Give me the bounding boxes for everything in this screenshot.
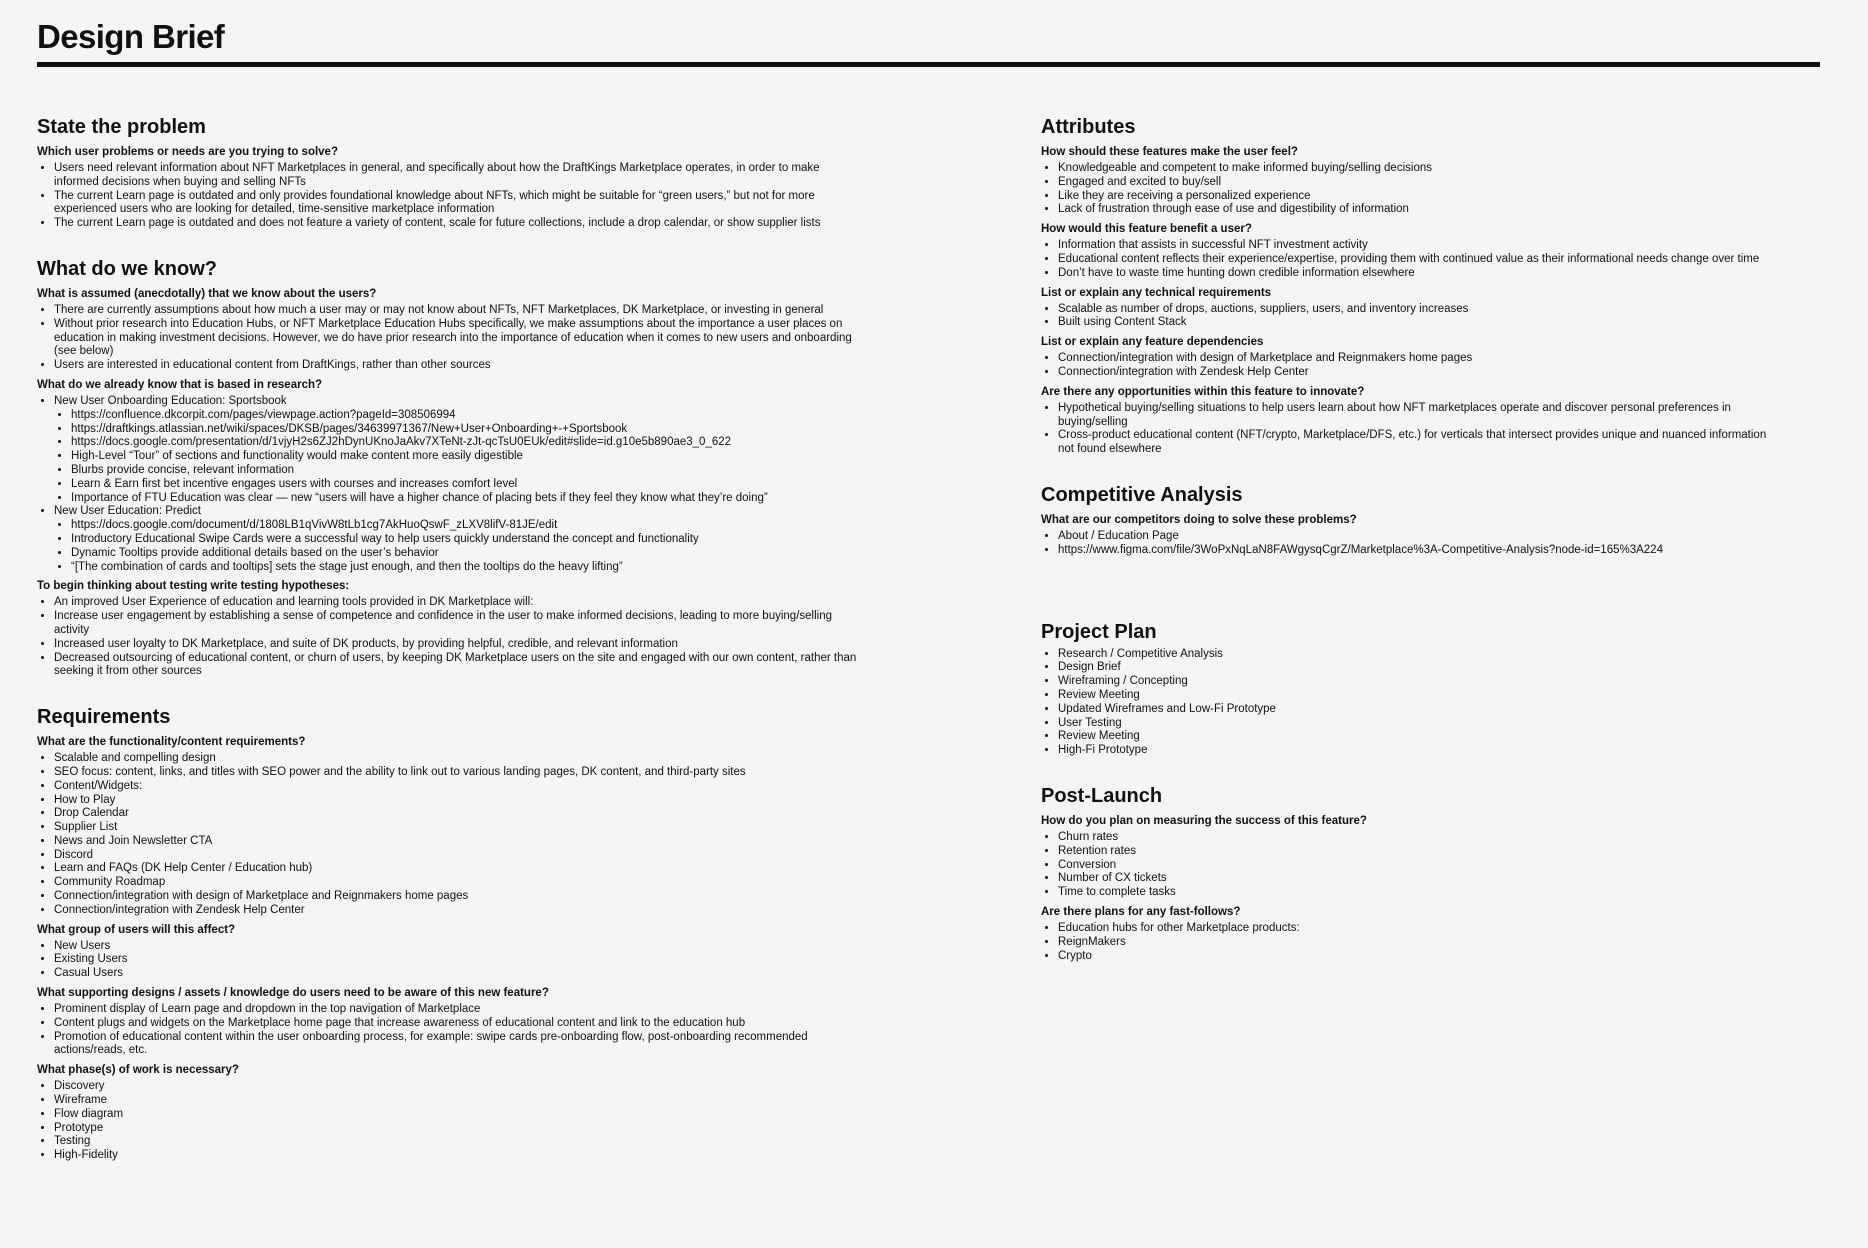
section-what-do-we-know (37, 256, 867, 679)
sub-list-item: • “[The combination of cards and tooltips] sets the stage just enough, and then the tooltips do the heavy lifting” (71, 561, 867, 575)
list-item-text: Review Meeting (1058, 688, 1140, 701)
list-item (54, 1003, 867, 1017)
list-item (1058, 717, 1781, 731)
bullet-list (1041, 239, 1781, 280)
list-item (1058, 845, 1781, 859)
list-item-text: https://www.figma.com/file/3WoPxNqLaN8FAWgysqCgrZ/Marketplace%3A-Competitive-Analysis?node-id=165%3A224 (1058, 543, 1663, 556)
section-post-launch (1041, 783, 1781, 963)
list-item-text: Community Roadmap (54, 876, 166, 889)
list-item-text: Wireframing / Concepting (1058, 675, 1188, 688)
question-label: List or explain any technical requirements (1041, 286, 1272, 299)
list-item-text: Crypto (1058, 949, 1092, 962)
list-item (1058, 922, 1781, 936)
list-item (1058, 936, 1781, 950)
list-item (54, 1108, 867, 1122)
list-item-text: Lack of frustration through ease of use and digestibility of information (1058, 203, 1409, 216)
sub-list-item: • https://docs.google.com/presentation/d/1vjyH2s6ZJ2hDynUKnoJaAkv7XTeNt-zJt-qcTsU0EUk/edit#slide=id.g10e5b890ae3_0_622 (71, 436, 867, 450)
list-item (54, 953, 867, 967)
list-item-text: Decreased outsourcing of educational content, or churn of users, by keeping DK Marketplace users on the site and engaged with our own content, rather than seeking it from other sources (54, 651, 857, 678)
list-item-text: Design Brief (1058, 661, 1121, 674)
list-item-text: About / Education Page (1058, 529, 1179, 542)
bullet-list (1041, 831, 1781, 900)
bullet-list (1041, 303, 1781, 331)
bullet-list (37, 940, 867, 981)
list-item-text: Testing (54, 1135, 91, 1148)
section-spacer (1041, 558, 1781, 594)
list-item (54, 395, 867, 505)
list-item (54, 876, 867, 890)
bullet-list (37, 596, 867, 679)
question-label: How should these features make the user feel? (1041, 146, 1298, 158)
list-item (54, 780, 867, 794)
list-item-text: Scalable as number of drops, auctions, suppliers, users, and inventory increases (1058, 302, 1469, 315)
bullet-list (1041, 352, 1781, 380)
question-label: What supporting designs / assets / knowledge do users need to be aware of this new feature? (37, 987, 549, 1000)
list-item (54, 1135, 867, 1149)
list-item-text: Engaged and excited to buy/sell (1058, 175, 1222, 188)
list-item-text: News and Join Newsletter CTA (54, 834, 213, 847)
list-item-text: Users are interested in educational content from DraftKings, rather than other sources (54, 359, 491, 372)
list-item (1058, 689, 1781, 703)
list-item-text: Educational content reflects their experience/expertise, providing them with continued value as their informational needs change over time (1058, 252, 1760, 265)
sub-bullet-list (54, 519, 867, 574)
list-item (1058, 352, 1781, 366)
list-item (54, 904, 867, 918)
right-column (1041, 114, 1781, 988)
list-item (54, 304, 867, 318)
list-item (1058, 744, 1781, 758)
list-item (54, 652, 867, 680)
list-item-text: Learn and FAQs (DK Help Center / Education hub) (54, 862, 313, 875)
list-item-text: High-Fi Prototype (1058, 744, 1148, 757)
section-competitive-analysis (1041, 482, 1781, 594)
sub-list-item: • https://confluence.dkcorpit.com/pages/viewpage.action?pageId=308506994 (71, 409, 867, 423)
title-divider (37, 62, 1820, 67)
list-item-text: Increase user engagement by establishing a sense of competence and confidence in the user to make informed decisions, leading to more buying/selling activity (54, 610, 832, 636)
list-item (54, 807, 867, 821)
list-item-text: Like they are receiving a personalized experience (1058, 189, 1311, 202)
list-item (1058, 950, 1781, 964)
list-item-text: How to Play (54, 793, 116, 806)
bullet-list (37, 162, 867, 231)
list-item (1058, 239, 1781, 253)
list-item-text: Without prior research into Education Hubs, or NFT Marketplace Education Hubs specifically, we make assumptions about the importance a user places on education in making investment decisions. However, we do have prior research into the importance of education when it comes to new users and onboarding (see below) (54, 317, 852, 358)
sub-list-item: • Blurbs provide concise, relevant information (71, 464, 867, 478)
list-item-text: Research / Competitive Analysis (1058, 647, 1223, 660)
list-item-text: The current Learn page is outdated and only provides foundational knowledge about NFTs, which might be suitable for “green users,” but not for more experienced users who are looking for detailed, time-sensitive marketplace information (54, 189, 815, 216)
bullet-list (1041, 530, 1781, 558)
list-item (54, 318, 867, 359)
list-item (1058, 303, 1781, 317)
list-item-text: New User Education: Predict (54, 505, 202, 518)
section-heading: What do we know? (37, 257, 217, 280)
list-item-text: ReignMakers (1058, 935, 1126, 948)
list-item-text: SEO focus: content, links, and titles with SEO power and the ability to link out to various landing pages, DK content, and third-party sites (54, 765, 746, 778)
sub-list-item: • Dynamic Tooltips provide additional details based on the user’s behavior (71, 547, 867, 561)
section-heading: Project Plan (1041, 620, 1157, 643)
question-label: What is assumed (anecdotally) that we know about the users? (37, 287, 377, 300)
list-item-text: Casual Users (54, 967, 124, 980)
list-item (54, 821, 867, 835)
list-item-text: Discord (54, 848, 93, 861)
list-item (54, 862, 867, 876)
section-heading: Competitive Analysis (1041, 483, 1243, 506)
question-label: Are there any opportunities within this feature to innovate? (1041, 385, 1365, 398)
sub-list-item: • High-Level “Tour” of sections and functionality would make content more easily digestible (71, 450, 867, 464)
list-item (1058, 366, 1781, 380)
list-item-text: Discovery (54, 1080, 105, 1093)
page-title: Design Brief (37, 18, 225, 55)
list-item (1058, 703, 1781, 717)
question-label: What do we already know that is based in research? (37, 378, 323, 391)
question-label: How do you plan on measuring the success of this feature? (1041, 814, 1367, 827)
bullet-list (37, 1003, 867, 1058)
section-heading: Requirements (37, 706, 171, 729)
list-item (54, 1122, 867, 1136)
bullet-list (37, 1080, 867, 1163)
list-item (54, 766, 867, 780)
section-heading: Attributes (1041, 116, 1136, 138)
list-item-text: Updated Wireframes and Low-Fi Prototype (1058, 702, 1276, 715)
list-item (1058, 859, 1781, 873)
list-item (1058, 886, 1781, 900)
list-item-text: Churn rates (1058, 830, 1119, 843)
list-item (1058, 190, 1781, 204)
list-item (1058, 530, 1781, 544)
list-item-text: Connection/integration with Zendesk Help Center (54, 903, 305, 916)
list-item-text: Supplier List (54, 821, 118, 834)
list-item-text: Hypothetical buying/selling situations to help users learn about how NFT marketplaces operate and discover personal preferences in buying/selling (1058, 401, 1731, 428)
bullet-list (37, 395, 867, 574)
list-item-text: Wireframe (54, 1094, 108, 1107)
bullet-list (1041, 162, 1781, 217)
bullet-list (1041, 402, 1781, 457)
list-item (54, 890, 867, 904)
question-label: List or explain any feature dependencies (1041, 336, 1264, 349)
list-item-text: Information that assists in successful NFT investment activity (1058, 239, 1368, 252)
section-attributes (1041, 114, 1781, 457)
list-item (54, 752, 867, 766)
list-item (54, 359, 867, 373)
sub-list-item: • Introductory Educational Swipe Cards were a successful way to help users quickly understand the concept and functionality (71, 533, 867, 547)
list-item (54, 1017, 867, 1031)
sub-list-item: • https://draftkings.atlassian.net/wiki/spaces/DKSB/pages/34639971367/New+User+Onboarding+-+Sportsbook (71, 423, 867, 437)
list-item-text: Increased user loyalty to DK Marketplace, and suite of DK products, by providing helpful, credible, and relevant information (54, 637, 678, 650)
list-item (1058, 203, 1781, 217)
list-item (1058, 162, 1781, 176)
list-item (54, 610, 867, 638)
bullet-list (37, 304, 867, 373)
list-item-text: Don’t have to waste time hunting down credible information elsewhere (1058, 266, 1415, 279)
list-item-text: Scalable and compelling design (54, 752, 216, 765)
list-item-text: Flow diagram (54, 1107, 124, 1120)
list-item-text: Content/Widgets: (54, 779, 143, 792)
question-label: What are our competitors doing to solve these problems? (1041, 513, 1357, 526)
list-item-text: New Users (54, 939, 111, 952)
list-item (1058, 675, 1781, 689)
list-item (54, 638, 867, 652)
sub-bullet-list (54, 409, 867, 506)
list-item-text: User Testing (1058, 716, 1122, 729)
section-project-plan (1041, 619, 1781, 758)
list-item (1058, 176, 1781, 190)
sub-list-item: • https://docs.google.com/document/d/1808LB1qVivW8tLb1cg7AkHuoQswF_zLXV8lifV-81JE/edit (71, 519, 867, 533)
list-item (1058, 872, 1781, 886)
list-item (1058, 402, 1781, 430)
section-state-the-problem (37, 114, 867, 231)
list-item-text: Connection/integration with Zendesk Help Center (1058, 365, 1309, 378)
list-item-text: There are currently assumptions about how much a user may or may not know about NFTs, NFT Marketplaces, DK Marketplace, or investing in general (54, 303, 824, 316)
list-item-text: Conversion (1058, 858, 1117, 871)
question-label: Which user problems or needs are you trying to solve? (37, 146, 338, 158)
list-item (1058, 253, 1781, 267)
list-item (54, 835, 867, 849)
list-item (1058, 648, 1781, 662)
sub-list-item: • Learn & Earn first bet incentive engages users with courses and increases comfort level (71, 478, 867, 492)
list-item (1058, 429, 1781, 457)
question-label: Are there plans for any fast-follows? (1041, 905, 1241, 918)
question-label: What group of users will this affect? (37, 923, 236, 936)
list-item-text: Promotion of educational content within the user onboarding process, for example: swipe cards pre-onboarding flow, post-onboarding recommended actions/reads, etc. (54, 1030, 808, 1057)
list-item-text: An improved User Experience of education and learning tools provided in DK Marketplace will: (54, 596, 534, 609)
list-item-text: New User Onboarding Education: Sportsbook (54, 394, 287, 407)
list-item (54, 596, 867, 610)
section-heading: State the problem (37, 116, 206, 138)
list-item-text: Users need relevant information about NFT Marketplaces in general, and specifically about how the DraftKings Marketplace operates, in order to make informed decisions when buying and selling NFTs (54, 162, 820, 188)
list-item-text: Connection/integration with design of Marketplace and Reignmakers home pages (1058, 352, 1473, 365)
question-label: How would this feature benefit a user? (1041, 223, 1252, 236)
list-item-text: Number of CX tickets (1058, 872, 1167, 885)
list-item (1058, 730, 1781, 744)
question-label: What phase(s) of work is necessary? (37, 1064, 239, 1077)
question-label: What are the functionality/content requirements? (37, 736, 306, 749)
list-item-text: Retention rates (1058, 844, 1136, 857)
list-item (54, 794, 867, 808)
list-item (54, 190, 867, 218)
list-item-text: High-Fidelity (54, 1149, 118, 1162)
list-item-text: Time to complete tasks (1058, 886, 1176, 899)
list-item (54, 217, 867, 231)
list-item-text: Content plugs and widgets on the Marketplace home page that increase awareness of educational content and link to the education hub (54, 1016, 746, 1029)
list-item (54, 505, 867, 574)
list-item-text: Built using Content Stack (1058, 316, 1187, 329)
list-item-text: Education hubs for other Marketplace products: (1058, 921, 1300, 934)
bullet-list (1041, 922, 1781, 963)
question-label: To begin thinking about testing write testing hypotheses: (37, 580, 350, 593)
sub-list-item: • Importance of FTU Education was clear — new “users will have a higher chance of placing bets if they feel they know what they’re doing” (71, 492, 867, 506)
list-item-text: Drop Calendar (54, 807, 129, 820)
list-item-text: Review Meeting (1058, 730, 1140, 743)
list-item (54, 1080, 867, 1094)
list-item-text: The current Learn page is outdated and does not feature a variety of content, scale for future collections, include a drop calendar, or show supplier lists (54, 217, 821, 230)
list-item-text: Prototype (54, 1121, 104, 1134)
list-item-text: Cross-product educational content (NFT/crypto, Marketplace/DFS, etc.) for verticals that intersect provides unique and nuanced information not found elsewhere (1058, 429, 1767, 456)
list-item-text: Knowledgeable and competent to make informed buying/selling decisions (1058, 162, 1432, 174)
list-item (1058, 316, 1781, 330)
list-item (1058, 544, 1781, 558)
list-item (54, 849, 867, 863)
left-column (37, 114, 867, 1188)
list-item (1058, 267, 1781, 281)
list-item (54, 162, 867, 190)
bullet-list (37, 752, 867, 918)
section-requirements (37, 704, 867, 1163)
list-item (54, 1094, 867, 1108)
list-item (54, 1149, 867, 1163)
list-item (54, 1031, 867, 1059)
list-item (1058, 831, 1781, 845)
list-item (54, 940, 867, 954)
bullet-list (1041, 648, 1781, 758)
section-heading: Post-Launch (1041, 784, 1163, 807)
list-item-text: Connection/integration with design of Marketplace and Reignmakers home pages (54, 890, 469, 903)
list-item (1058, 661, 1781, 675)
list-item-text: Existing Users (54, 953, 128, 966)
list-item-text: Prominent display of Learn page and dropdown in the top navigation of Marketplace (54, 1003, 481, 1016)
list-item (54, 967, 867, 981)
